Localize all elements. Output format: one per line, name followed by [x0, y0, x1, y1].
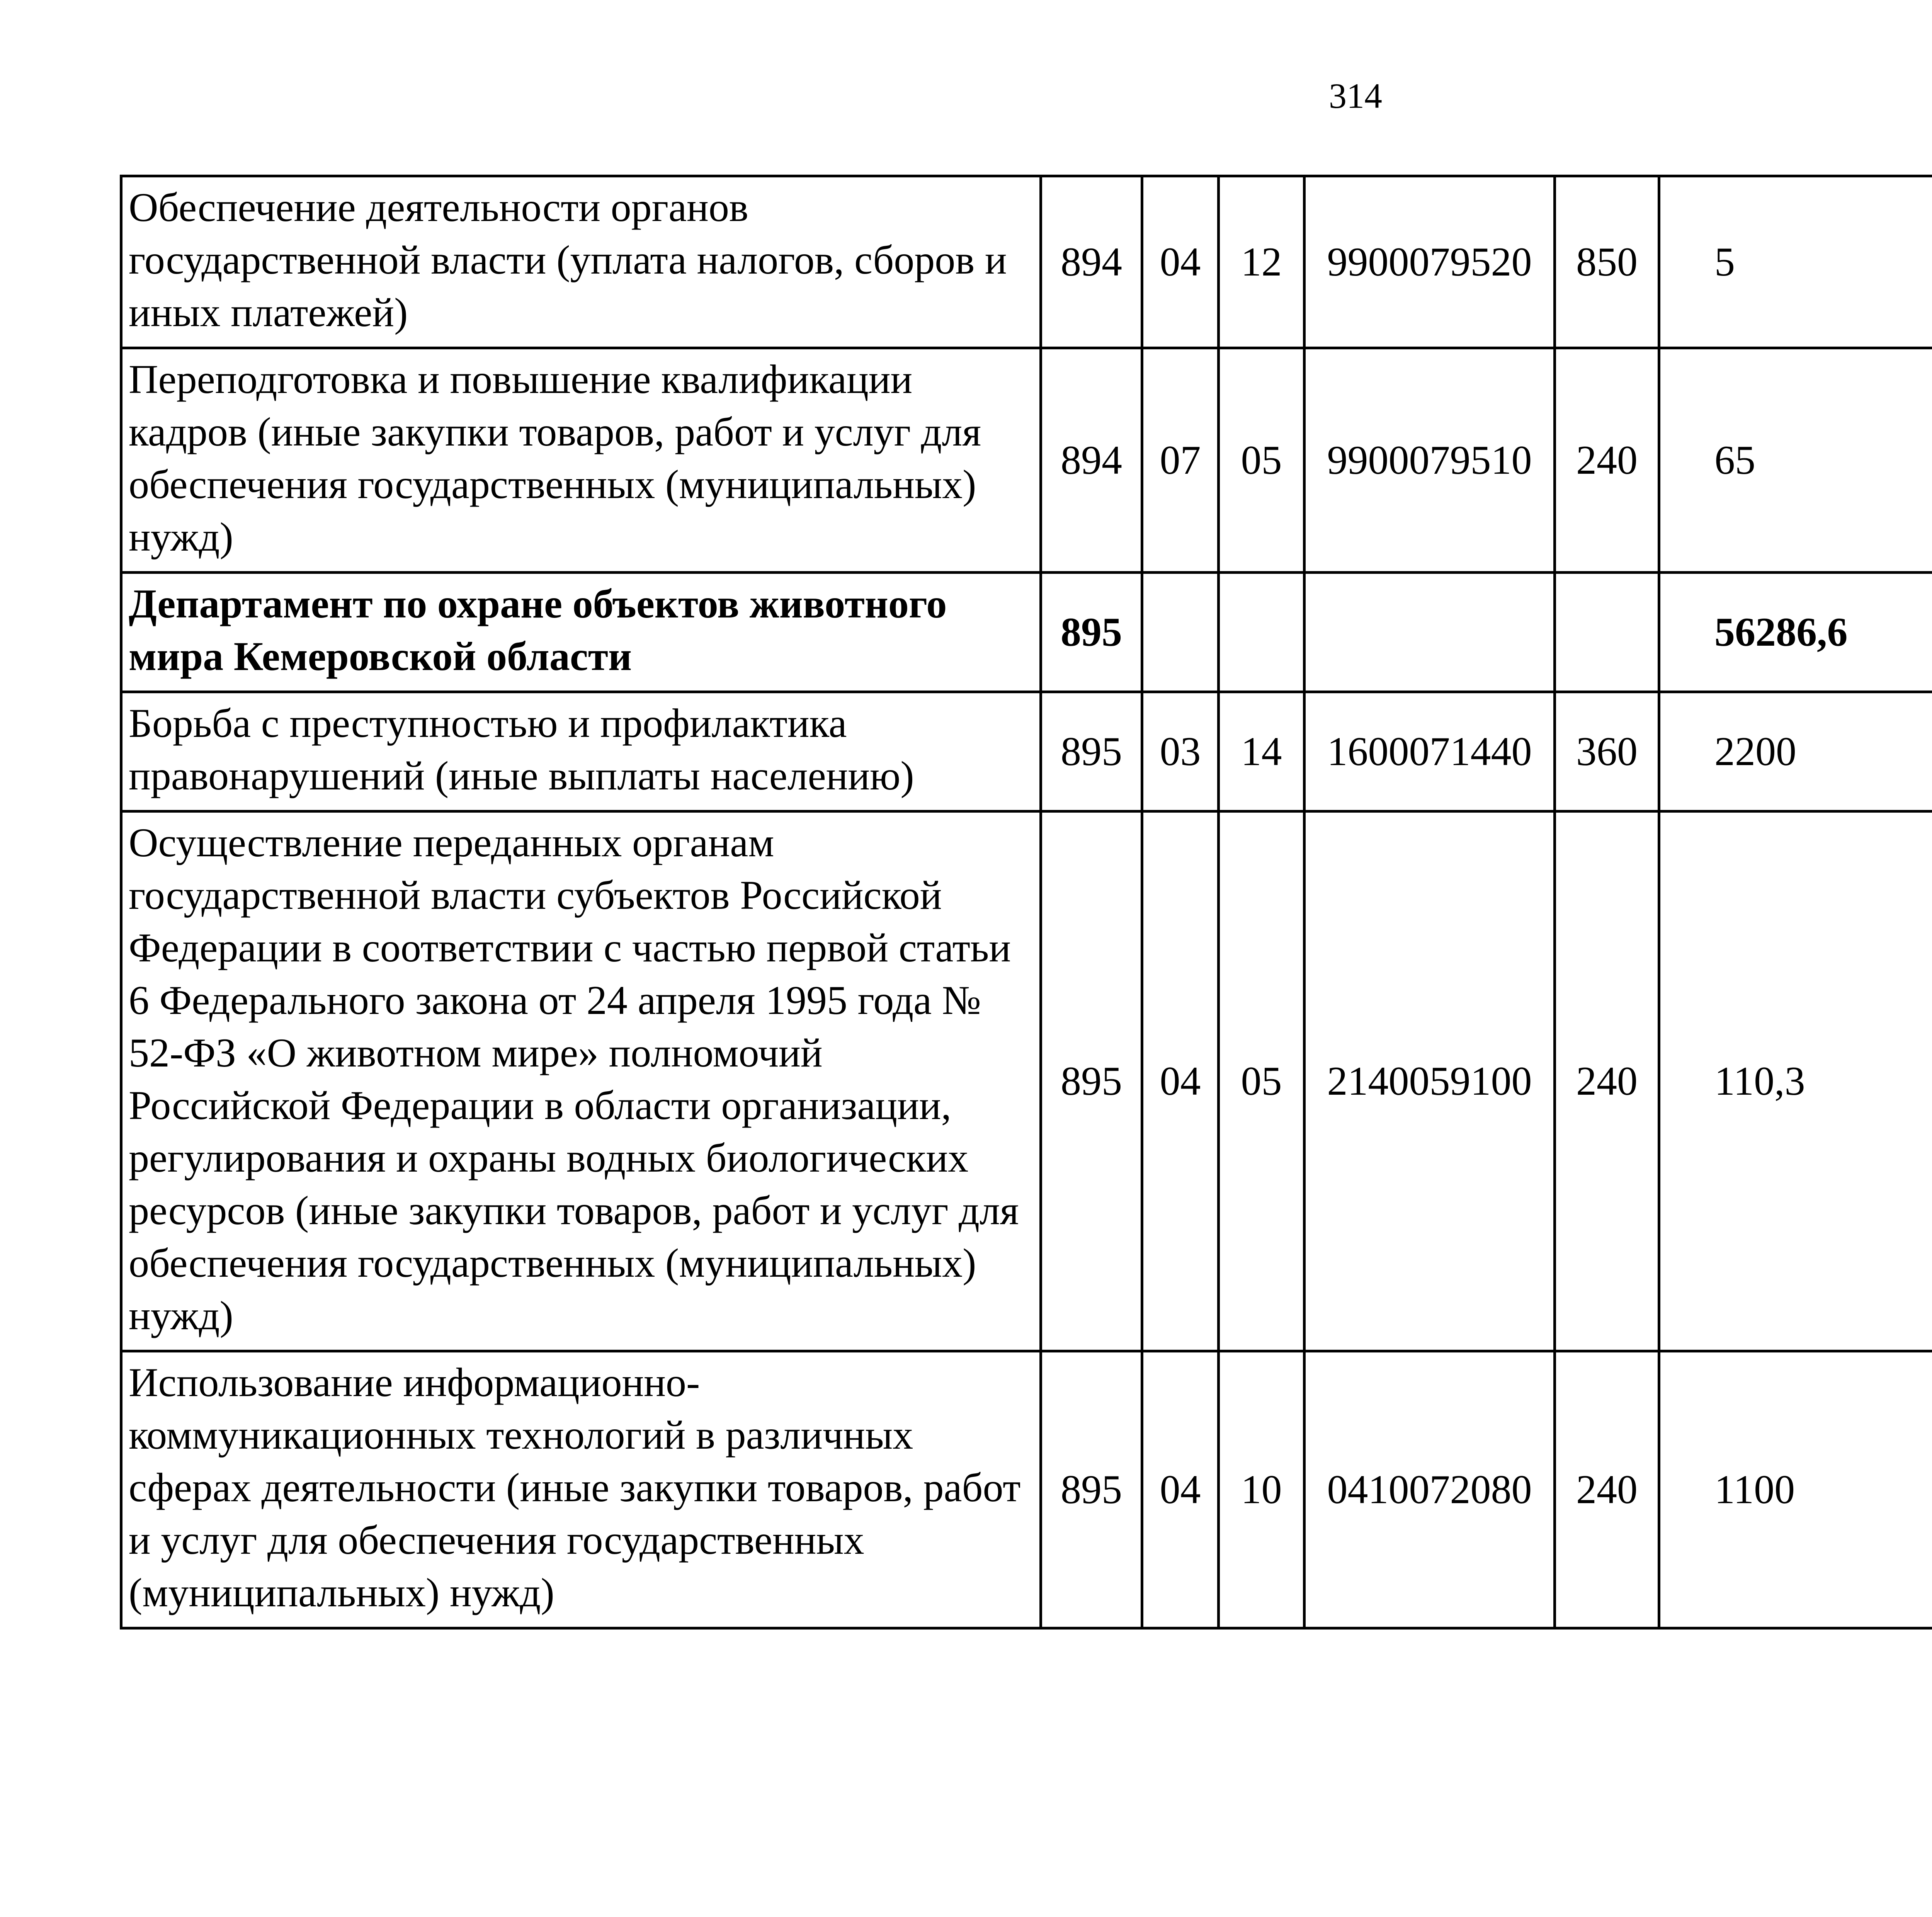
vr-cell: 240: [1555, 811, 1659, 1351]
ved-cell: 895: [1041, 692, 1142, 811]
vr-cell: 850: [1555, 176, 1659, 348]
csr-cell: 9900079510: [1304, 348, 1555, 573]
csr-cell: [1304, 573, 1555, 692]
rz-cell: 04: [1142, 811, 1219, 1351]
row-name-cell: Осуществление переданных органам государственной власти субъектов Российской Федерации в соответствии с частью первой статьи 6 Федерального закона от 24 апреля 1995 года № 52-ФЗ «О животном мире» полномочий Российской Федерации в области организации, регулирования и охраны водных биологических ресурсов (иные закупки товаров, работ и услуг для обеспечения государственных (муниципальных) нужд): [121, 811, 1041, 1351]
row-name-cell: Использование информационно-коммуникационных технологий в различных сферах деятельности (иные закупки товаров, работ и услуг для обеспечения государственных (муниципальных) нужд): [121, 1351, 1041, 1628]
rz-cell: 07: [1142, 348, 1219, 573]
amount-year1-cell: 110,3: [1659, 811, 1932, 1351]
ved-cell: 894: [1041, 176, 1142, 348]
amount-year1-cell: 56286,6: [1659, 573, 1932, 692]
pr-cell: 14: [1219, 692, 1304, 811]
vr-cell: 360: [1555, 692, 1659, 811]
csr-cell: 9900079520: [1304, 176, 1555, 348]
table-row: [121, 348, 1932, 573]
vr-cell: 240: [1555, 1351, 1659, 1628]
ved-cell: 895: [1041, 811, 1142, 1351]
row-name-cell: Переподготовка и повышение квалификации кадров (иные закупки товаров, работ и услуг для обеспечения государственных (муниципальных) нужд): [121, 348, 1041, 573]
table-row: [121, 692, 1932, 811]
table-row: [121, 811, 1932, 1351]
csr-cell: 1600071440: [1304, 692, 1555, 811]
table-row-department: [121, 573, 1932, 692]
csr-cell: 0410072080: [1304, 1351, 1555, 1628]
row-name-cell: Борьба с преступностью и профилактика правонарушений (иные выплаты населению): [121, 692, 1041, 811]
ved-cell: 894: [1041, 348, 1142, 573]
rz-cell: 03: [1142, 692, 1219, 811]
amount-year1-cell: 1100: [1659, 1351, 1932, 1628]
pr-cell: 05: [1219, 348, 1304, 573]
row-name-cell: Департамент по охране объектов животного мира Кемеровской области: [121, 573, 1041, 692]
row-name-cell: Обеспечение деятельности органов государственной власти (уплата налогов, сборов и иных платежей): [121, 176, 1041, 348]
table-row: [121, 176, 1932, 348]
page-number: 314: [1329, 76, 1382, 116]
pr-cell: [1219, 573, 1304, 692]
rz-cell: 04: [1142, 1351, 1219, 1628]
ved-cell: 895: [1041, 1351, 1142, 1628]
amount-year1-cell: 65: [1659, 348, 1932, 573]
rz-cell: [1142, 573, 1219, 692]
vr-cell: 240: [1555, 348, 1659, 573]
table-row: [121, 1351, 1932, 1628]
amount-year1-cell: 5: [1659, 176, 1932, 348]
rz-cell: 04: [1142, 176, 1219, 348]
csr-cell: 2140059100: [1304, 811, 1555, 1351]
vr-cell: [1555, 573, 1659, 692]
budget-table: [120, 175, 1932, 1630]
pr-cell: 10: [1219, 1351, 1304, 1628]
pr-cell: 12: [1219, 176, 1304, 348]
amount-year1-cell: 2200: [1659, 692, 1932, 811]
ved-cell: 895: [1041, 573, 1142, 692]
pr-cell: 05: [1219, 811, 1304, 1351]
